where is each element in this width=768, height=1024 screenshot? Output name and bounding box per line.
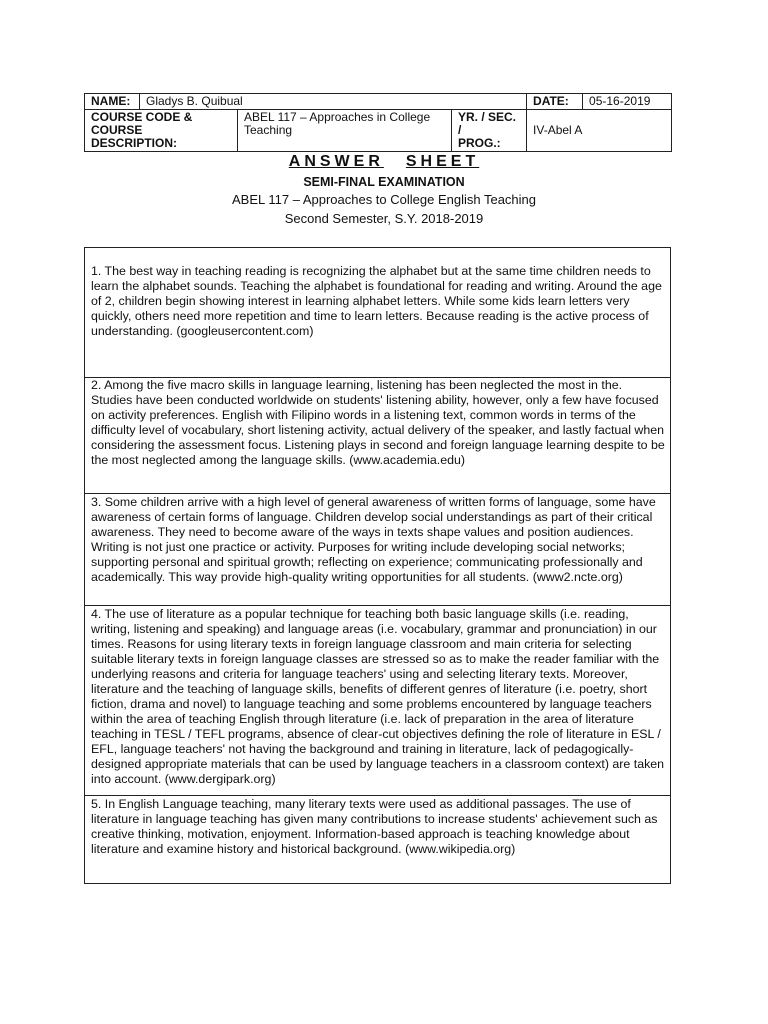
- answer-row: [85, 494, 671, 606]
- course-subtitle: ABEL 117 – Approaches to College English Teaching: [231, 192, 537, 207]
- date-label: DATE:: [527, 94, 583, 110]
- answer-row: [85, 606, 671, 796]
- course-value: ABEL 117 – Approaches in College Teaching: [238, 110, 452, 152]
- title-block: [0, 152, 768, 228]
- answer-row: [85, 248, 671, 378]
- course-label-line2: COURSE DESCRIPTION:: [91, 123, 178, 150]
- sheet-title: [0, 152, 768, 172]
- yrsec-label-line2: PROG.:: [458, 136, 501, 150]
- yrsec-value: IV-Abel A: [527, 110, 672, 152]
- answer-2: 2. Among the five macro skills in language learning, listening has been neglected the most in the. Studies have been conducted worldwide on students' listening ability, however, only a few have focused on activity preferences. English with Filipino words in a listening text, common words in terms of the difficulty level of vocabulary, short listening activity, actual delivery of the speaker, and lastly factual when considering the assessment focus. Listening plays in second and foreign language learning despite to be the most neglected among the language skills. (www.academia.edu): [85, 378, 671, 494]
- date-value: 05-16-2019: [583, 94, 672, 110]
- name-value: Gladys B. Quibual: [140, 94, 527, 110]
- answer-row: [85, 796, 671, 884]
- yrsec-label: [452, 110, 527, 152]
- semester-line: Second Semester, S.Y. 2018-2019: [284, 211, 484, 226]
- answer-4: 4. The use of literature as a popular technique for teaching both basic language skills (i.e. reading, writing, listening and speaking) and language areas (i.e. vocabulary, grammar and pronunciation) in our times. Reasons for using literary texts in foreign language classroom and main criteria for selecting suitable literary texts in foreign language classes are stressed so as to make the reader familiar with the underlying reasons and criteria for language teachers' using and selecting literary texts. Moreover, literature and the teaching of language skills, benefits of different genres of literature (i.e. poetry, short fiction, drama and novel) to language teaching and some problems encountered by language teachers within the area of teaching English through literature (i.e. lack of preparation in the area of literature teaching in TESL / TEFL programs, absence of clear-cut objectives defining the role of literature in ESL / EFL, language teachers' not having the background and training in literature, lack of pedagogically-designed appropriate materials that can be used by language teachers in a classroom context) are taken into account. (www.dergipark.org): [85, 606, 671, 796]
- sheet-title-word1: ANSWER: [288, 153, 384, 170]
- answer-1: 1. The best way in teaching reading is recognizing the alphabet but at the same time children needs to learn the alphabet sounds. Teaching the alphabet is foundational for reading and writing. Around the age of 2, children begin showing interest in learning alphabet letters. While some kids learn letters very quickly, others need more repetition and time to learn letters. Because reading is the active process of understanding. (googleusercontent.com): [85, 248, 671, 378]
- answer-row: [85, 378, 671, 494]
- student-info-table: [84, 93, 672, 152]
- course-label: [85, 110, 238, 152]
- answer-5: 5. In English Language teaching, many literary texts were used as additional passages. The use of literature in language teaching has given many contributions to increase students' achievement such as creative thinking, motivation, enjoyment. Information-based approach is teaching knowledge about literature and examine history and historical background. (www.wikipedia.org): [85, 796, 671, 884]
- answer-3: 3. Some children arrive with a high level of general awareness of written forms of language, some have awareness of certain forms of language. Children develop social understandings as part of their critical awareness. They need to become aware of the ways in texts shape values and position audiences. Writing is not just one practice or activity. Purposes for writing include developing social networks; supporting personal and spiritual growth; reflecting on experience; communicating professionally and academically. This way provide high-quality writing opportunities for all students. (www2.ncte.org): [85, 494, 671, 606]
- name-label: NAME:: [85, 94, 140, 110]
- course-label-line1: COURSE CODE &: [91, 110, 193, 124]
- course-row: [85, 110, 672, 152]
- yrsec-label-line1: YR. / SEC. /: [458, 110, 517, 137]
- sheet-title-word2: SHEET: [405, 153, 480, 170]
- name-row: [85, 94, 672, 110]
- answers-table: [84, 247, 671, 884]
- exam-title: SEMI-FINAL EXAMINATION: [303, 175, 465, 189]
